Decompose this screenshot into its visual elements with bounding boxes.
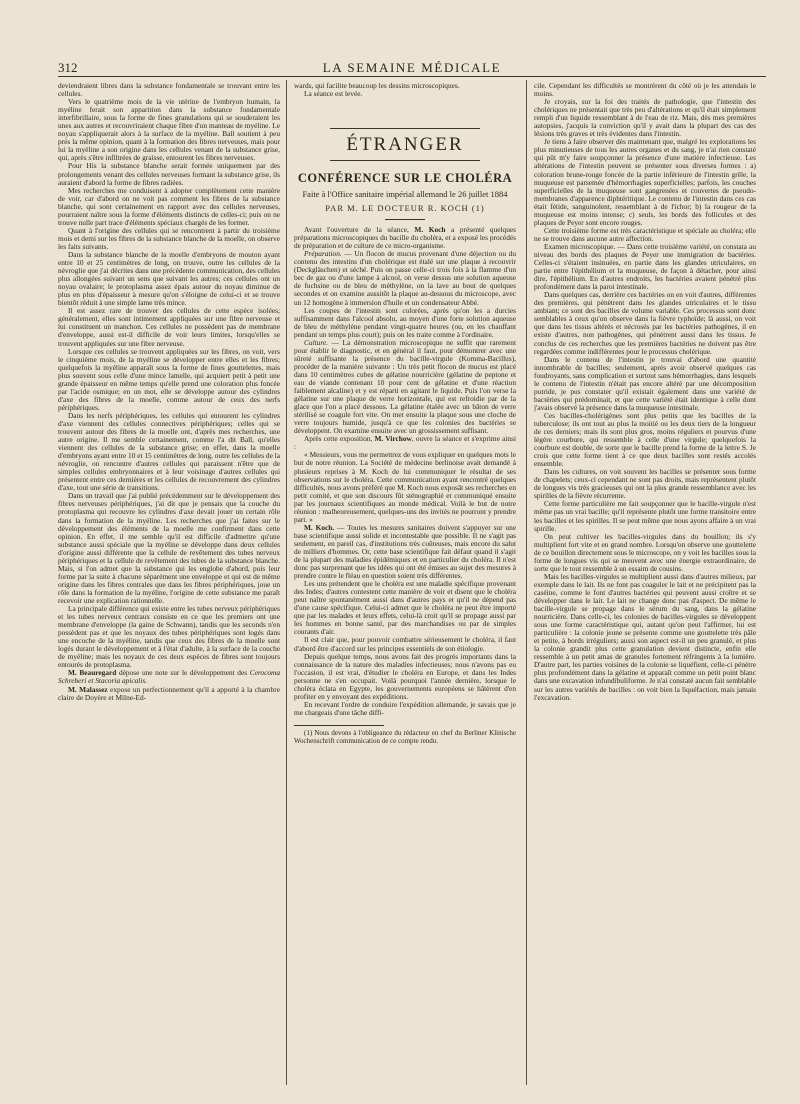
subheading: Culture. — [304, 337, 329, 347]
paragraph: Je croyais, sur la foi des traités de pathologie, que l'intestin des cholériques ne présentait que très peu d'altérations et qu'il était simplement rempli d'un liquide ressemblant à de l'eau de riz. Mais, dès mes premières autopsies, j'acquis la conviction qu'il y avait dans la plupart des cas des lésions très graves et très évidentes dans l'intestin. — [534, 97, 756, 139]
paragraph: Les uns prétendent que le choléra est une maladie spécifique provenant des Indes; d'autres contestent cette manière de voir et disent que le choléra peut naître spontanément aussi dans d'autres pays et qu'il ne dépend pas d'une cause spécifique. Celui-ci admet que le choléra ne peut être importé que par les malades et leurs effets, celui-là croit qu'il se propage aussi par les hommes en bonne santé, par des marchandises ou par de simples courants d'air. — [294, 579, 516, 637]
species-name: Cerocoma Schreberi et Stacoria apicalis. — [58, 668, 280, 686]
paragraph: Mais les bacilles-virgules se multiplient aussi dans d'autres milieux, par exemple dans le lait. Ils ne font pas coaguler le lait et ne précipitent pas la caséine, comme le font d'autres bactéries qui peuvent aussi croître et se développer dans le lait. Le lait ne change donc pas d'aspect. De même le bacille-virgule se propage dans le sérum du sang, dans la gélatine nourricière. Dans celle-ci, les colonies de bacilles-virgules se développent sous une forme caractéristique qui, autant qu'on peut l'affirmer, lui est particulière : la colonie jeune se présente comme une gouttelette très pâle et petite, à bords irréguliers; aussi son aspect est-il un peu granulé, et plus la colonie grandit plus cette granulation devient distincte, enfin elle ressemble à un petit amas de granules fortement réfringents à la lumière. D'autre part, les parties voisines de la colonie se liquéfient, celle-ci pénètre plus profondément dans la gélatine et apparaît comme un petit point blanc dans une excavation infundibuliforme. Je n'ai constaté aucun fait semblable sur les autres variétés de bacilles : on voit bien la liquéfaction, mais jamais l'excavation. — [534, 571, 756, 702]
paragraph: Depuis quelque temps, nous avons fait des progrès importants dans la connaissance de la nature des maladies infectieuses; nous n'avons pas eu l'occasion, il est vrai, d'étudier le choléra en Europe, et dans les Indes personne ne s'en occupait. Voilà pourquoi l'année dernière, lorsque le choléra éclata en Egypte, les gouvernements européens se hâtèrent d'en profiter en y envoyant des expéditions. — [294, 651, 516, 701]
paragraph: Pour His la substance blanche serait formée uniquement par des prolongements venant des cellules nerveuses formant la substance grise, ils auraient d'abord la forme de fibres radiées. — [58, 161, 280, 187]
speaker-name: M. Koch. — [304, 522, 335, 532]
paragraph: Examen microscopique. — Dans cette troisième variété, on constata au niveau des bords des plaques de Peyer une immigration de bactéries. Celles-ci s'étaient insinuées, en partie dans les glandes utriculaires, en partie entre l'épithélium et la muqueuse, de façon à détacher, pour ainsi dire, l'épithélium. En d'autres endroits, les bactéries avaient pénétré plus profondément dans la paroi intestinale. — [534, 241, 756, 292]
page-header — [58, 58, 766, 78]
conference-subtitle: Faite à l'Office sanitaire impérial allemand le 26 juillet 1884 — [302, 189, 508, 200]
paragraph-preparation — [294, 250, 516, 306]
paragraph: Il est clair que, pour pouvoir combattre sérieusement le choléra, il faut d'abord être d'accord sur les principes essentiels de son étiologie. — [294, 635, 516, 653]
column-middle — [294, 82, 516, 1092]
conference-author: PAR M. LE DOCTEUR R. KOCH (1) — [325, 203, 485, 214]
title-rule — [385, 219, 425, 220]
speaker-name: M. Virchow — [374, 434, 412, 444]
paragraph: Dans la substance blanche de la moelle d'embryons de mouton ayant entre 10 et 25 centimètres de long, on trouve, outre les cellules de la névroglie que j'ai décrites dans une précédente communication, des cellules plus allongées suivant un sens que suivant les autres; ces cellules ont un noyau ovalaire; le protoplasma assez épais autour du noyau diminue de plus en plus d'épaisseur à mesure qu'on s'éloigne de celui-ci et se trouve bientôt réduit à une simple lame très mince. — [58, 249, 280, 308]
page-number: 312 — [58, 60, 78, 75]
paragraph: Lorsque ces cellules se trouvent appliquées sur les fibres, on voit, vers le cinquième mois, de la myéline se développer entre elles et les fibres; quelquefois la myéline apparaît sous la forme de fines gouttelettes, mais plus souvent sous celle d'une mince lamelle, qui acquiert petit à petit une grande épaisseur en même temps qu'elle prend une coloration plus foncée par l'acide osmique; en un mot, elle se développe autour des cylindres d'axe des fibres de la moelle, comme autour de ceux des nerfs périphériques. — [58, 346, 280, 412]
paragraph: wards, qui facilite beaucoup les dessins microscopiques. — [294, 82, 460, 90]
column-divider — [286, 80, 287, 1085]
paragraph: Dans un travail que j'ai publié précédemment sur le développement des fibres nerveuses périphériques, j'ai dit que je pensais que la couche du protoplasma qui recouvre les cylindres d'axe devait jouer un certain rôle dans la formation de la myéline. Les recherches que j'ai faites sur le développement des éléments de la moelle me confirment dans cette opinion. En effet, il me semble qu'il est difficile d'admettre qu'une substance aussi spéciale que la myéline se développe dans deux cellules d'origine aussi différente que la cellule de revêtement des tubes nerveux périphériques et la cellule de revêtement des tubes de la substance blanche. Mais, si l'on admet que la substance qui les englobe d'abord, puis leur forme par la suite à chacune séparément une enveloppe et qui est de même origine dans les fibres centrales que dans les fibres périphériques, joue un rôle dans la formation de la myéline, l'origine de cette substance me paraît recevoir une explication rationnelle. — [58, 491, 280, 605]
paragraph: Dans quelques cas, derrière ces bactéries on en voit d'autres, différentes des premières, qui pénètrent dans les glandes utriculaires et le tissu ambiant; ce sont des bacilles de volume variable. Ces processus sont donc semblables à ceux qu'on observe dans la fièvre typhoïde; là aussi, on voit que dans les tissus altérés et nécrosés par les bactéries pathogènes, il en existe d'autres, non pathogènes, qui pénètrent aussi dans les tissus. Je conclus de ces recherches que les premières bactéries ne doivent pas être regardées comme indifférentes pour le processus cholérique. — [534, 290, 756, 356]
paragraph: Il est assez rare de trouver des cellules de cette espèce isolées; généralement, elles sont intimement appliquées sur une fibre nerveuse et lui constituent un manchon. Ces cellules ne possèdent pas de membrane d'enveloppe, aussi est-il difficile de voir leurs limites, lorsqu'elles se trouvent appliquées sur une fibre nerveuse. — [58, 306, 280, 348]
column-right — [534, 82, 756, 1092]
footnote: (1) Nous devons à l'obligeance du rédacteur en chef du Berliner Klinische Wochenschrift communication de ce compte rendu. — [294, 728, 516, 745]
paragraph-text: Avant l'ouverture de la séance, — [304, 225, 415, 235]
paragraph: Vers le quatrième mois de la vie utérine de l'embryon humain, la myéline ferait son apparition dans la substance fondamentale interfibrillaire, sous la forme de fines granulations qui se souderaient les unes aux autres et recouvriraient chaque fibre d'un manteau de myéline. Le noyau s'appliquerait alors à la surface de la myéline. Ball soutient à peu près la même opinion, quant à la formation des fibres nerveuses, mais pour lui la myéline a son origine dans les cellules venant de la substance grise, qui, après s'être infiltrées de graisse, entourent les fibres nerveuses. — [58, 97, 280, 163]
section-title: ÉTRANGER — [330, 128, 480, 161]
paragraph-text: — La démonstration microscopique ne suffit que rarement pour établir le diagnostic, et en général il faut, pour démontrer avec une sûreté suffisante la présence du bacille-virgule (Komma-Bacillus), procéder de la manière suivante : Un très petit flocon de mucus est placé dans 10 centimètres cubes de gélatine nourricière (gélatine de peptone et eau de viande contenant 10 pour cent de gélatine et d'une réaction faiblement alcaline) et y est réparti en agitant le liquide. Puis l'on verse la gélatine sur une plaque de verre horizontale, qui est refroidie par de la glace que l'on a placé dessous. La gélatine étalée avec un bâton de verre stérilisé se coagule fort vite. On met ensuite la plaque sous une cloche de verre toujours humide, jusqu'à ce que les colonies des bactéries se développent. On examine ensuite avec un grossissement suffisant. — [294, 337, 516, 436]
paragraph: Mes recherches me conduisent à adopter complètement cette manière de voir, car d'abord on ne voit pas comment les fibres de la substance blanche, qui sont certainement en rapport avec des cellules nerveuses, pourraient naître sous la forme d'éléments distincts de celles-ci; puis on ne trouve nulle part trace d'éléments spéciaux chargés de les former. — [58, 185, 280, 227]
paragraph: En recevant l'ordre de conduire l'expédition allemande, je savais que je me chargeais d'une tâche diffi- — [294, 699, 516, 717]
paragraph: La principale différence qui existe entre les tubes nerveux périphériques et les tubes nerveux centraux consiste en ce que les premiers ont une membrane d'enveloppe (la gaine de Schwann), tandis que les seconds n'en possèdent pas et que les noyaux des tubes périphériques sont logés dans une encoche de la myéline, tandis que ceux des fibres de la moelle sont logés durant le développement et à l'état d'adulte, à la surface de la couche de myéline; mais les noyaux de ces deux espèces de fibres sont toujours entourés de protoplasma. — [58, 604, 280, 670]
subheading: Préparation. — [304, 249, 342, 259]
paragraph-text: expose un perfectionnement qu'il a apporté à la chambre claire de Doyère et Milne-Ed- — [58, 684, 280, 702]
paragraph-text: dépose une note sur le développement des — [116, 668, 250, 678]
paragraph-culture — [294, 339, 516, 436]
paragraph: Dans les cultures, on voit souvent les bacilles se présenter sous forme de chapelets; ceux-ci cependant ne sont pas droits, mais représentent plutôt de longues vis très gracieuses qui ont la plus grande ressemblance avec les spirilles de la fièvre récurrente. — [534, 467, 756, 501]
paragraph-text: Après cette exposition, — [304, 434, 375, 444]
paragraph-intro — [294, 226, 516, 250]
paragraph-malassez — [58, 686, 280, 702]
paragraph-beauregard — [58, 669, 280, 685]
paragraph-text: — Toutes les mesures sanitaires doivent s'appuyer sur une base scientifique aussi solide et incontestable que possible. Il ne s'agit pas seulement, en pareil cas, d'institutions très coûteuses, mais encore du salut de milliers d'hommes. Or, cette base scientifique fait défaut quand il s'agit de la plupart des maladies épidémiques et en particulier du choléra. Il n'est donc pas surprenant que les idées qui ont été émises au sujet des mesures à prendre contre le fléau en question soient très différentes. — [294, 522, 516, 581]
seance-closing: La séance est levée. — [304, 89, 363, 99]
paragraph: Quant à l'origine des cellules qui se rencontrent à partir du troisième mois et demi sur les fibres de la substance blanche de la moelle, on observe les faits suivants. — [58, 225, 280, 251]
paragraph: Cette troisième forme est très caractéristique et spéciale au choléra; elle ne se trouve dans aucune autre affection. — [534, 225, 756, 243]
paragraph: Je tiens à faire observer dès maintenant que, malgré les explorations les plus minutieuses de tous les autres organes et du sang, je n'ai rien constaté qui pût m'y faire soupçonner la présence d'une matière infectieuse. Les altérations de l'intestin peuvent se présenter sous diverses formes : a) coloration brune-rouge foncée de la partie inférieure de l'intestin grêle, la muqueuse est parsemée d'hémorrhagies superficielles; parfois, les couches superficielles de la muqueuse sont gangrenées et couvertes de pseudo-membranes d'apparence diphtéritique. Le contenu de l'intestin dans ces cas était fétide, sanguinolent, ressemblant à de l'ichor; b) la rougeur de la muqueuse est moins intense; c) seuls, les bords des follicules et des plaques de Peyer sont encore rouges. — [534, 137, 756, 227]
conference-title: CONFÉRENCE SUR LE CHOLÉRA — [297, 171, 513, 186]
paragraph: Dans le contenu de l'intestin je trouvai d'abord une quantité innombrable de bacilles; seulement, après avoir observé quelques cas foudroyants, sans complication et surtout sans hémorrhagies, dans lesquels le contenu de l'intestin n'était pas encore altéré par une décomposition putride, je pus constater qu'il existait également dans une variété de bactéries qui prédominait, et que cette variété était identique à celle dont j'avais observé la présence dans la muqueuse intestinale. — [534, 354, 756, 412]
footnote-rule — [294, 725, 384, 726]
paragraph: Ces bacilles-cholérigènes sont plus petits que les bacilles de la tuberculose; ils ont tout au plus la moitié ou les deux tiers de la longueur de ces derniers; mais ils sont plus gros, moins réguliers et pourvus d'une légère courbure, qui ressemble à celle d'une virgule; quelquefois la courbure est double, de sorte que le bacille prend la forme de la lettre S. Je crois que cette forme tient à ce que deux bacilles sont restés accolés ensemble. — [534, 410, 756, 469]
speaker-name: M. Beauregard — [68, 668, 117, 678]
paragraph: « Messieurs, vous me permettrez de vous expliquer en quelques mots le but de notre réunion. La Société de médecine berlinoise avait demandé à plusieurs reprises à M. Koch de lui communiquer le résultat de ses observations sur le choléra. Cette communication ayant rencontré quelques difficultés, nous avons préféré que M. Koch nous exposât ses recherches en petit comité, et que son discours fût sténographié et communiqué ensuite par les journaux scientifiques au monde médical. Voilà le but de notre réunion : malheureusement, quelques-uns des invités ne pourront y prendre part. » — [294, 450, 516, 524]
paragraph: Les coupes de l'intestin sont colorées, après qu'on les a durcies suffisamment dans l'alcool absolu, au moyen d'une forte solution aqueuse de bleu de méthylène pendant vingt-quatre heures (ou, en les chauffant pendant un temps plus court); puis on les traite comme à l'ordinaire. — [294, 305, 516, 339]
paragraph-text: , ouvre la séance et s'exprime ainsi : — [294, 434, 516, 452]
paragraph: Dans les nerfs périphériques, les cellules qui entourent les cylindres d'axe viennent des cellules connectives périphériques; celles qui se trouvent autour des fibres de la moelle ont, d'après mes recherches, une autre origine. Il me semble certainement, comme l'a dit Ball, qu'elles viennent des cellules de la substance grise; en effet, dans la moelle d'embryons ayant entre 10 et 15 centimètres de long, outre les cellules de la névroglie, on rencontre d'autres cellules qui paraissent n'être que de simples cellules embryonnaires et à leur voisinage d'autres cellules qui présentent entre ces dernières et les cellules de recouvrement des cylindres d'axe, tout une série de transitions. — [58, 410, 280, 493]
paragraph-virchow — [294, 435, 516, 451]
column-divider — [526, 80, 527, 1085]
header-rule — [58, 76, 766, 77]
paragraph: Cette forme particulière me fait soupçonner que le bacille-virgule n'est même pas un vrai bacille; qu'il représente plutôt une forme transitoire entre les bacilles et les spirilles. Il se peut même que nous ayons affaire à un vrai spirille. — [534, 499, 756, 533]
journal-title: LA SEMAINE MÉDICALE — [322, 60, 502, 75]
paragraph-koch — [294, 524, 516, 580]
paragraph-text: — Un flocon de mucus provenant d'une déjection ou du contenu des intestins d'un cholérique est étalé sur une plaque à recouvrir (Deckgläschen) et séché. Puis on passe celle-ci trois fois à la flamme d'un bec de gaz ou d'une lampe à alcool, on verse dessus une solution aqueuse de fuchsine ou de bleu de méthylène, on la lave au bout de quelques secondes et on examine aussitôt la plaque au-dessous du microscope, avec un 12 homogène à immersion d'huile et un condensateur Abbé. — [294, 249, 516, 307]
speaker-name: M. Koch — [414, 225, 446, 235]
speaker-name: M. Malassez — [68, 684, 108, 694]
paragraph-text: a présenté quelques préparations microscopiques du bacille du choléra, et a exposé les procédés de préparation et de culture de ce micro-organisme. — [294, 225, 516, 251]
paragraph: On peut cultiver les bacilles-virgules dans du bouillon; ils s'y multiplient fort vite et en grand nombre. Lorsqu'on observe une gouttelette de ce bouillon directement sous le microscope, on y voit les bacilles sous la forme de longues vis qui se meuvent avec une énergie extraordinaire, de sorte que le tout ressemble à un essaim de cousins. — [534, 531, 756, 573]
column-left — [58, 82, 280, 1092]
paragraph: deviendraient libres dans la substance fondamentale se trouvant entre les cellules. — [58, 82, 280, 99]
paragraph: cile. Cependant les difficultés se montrèrent du côté où je les attendais le moins. — [534, 82, 756, 99]
